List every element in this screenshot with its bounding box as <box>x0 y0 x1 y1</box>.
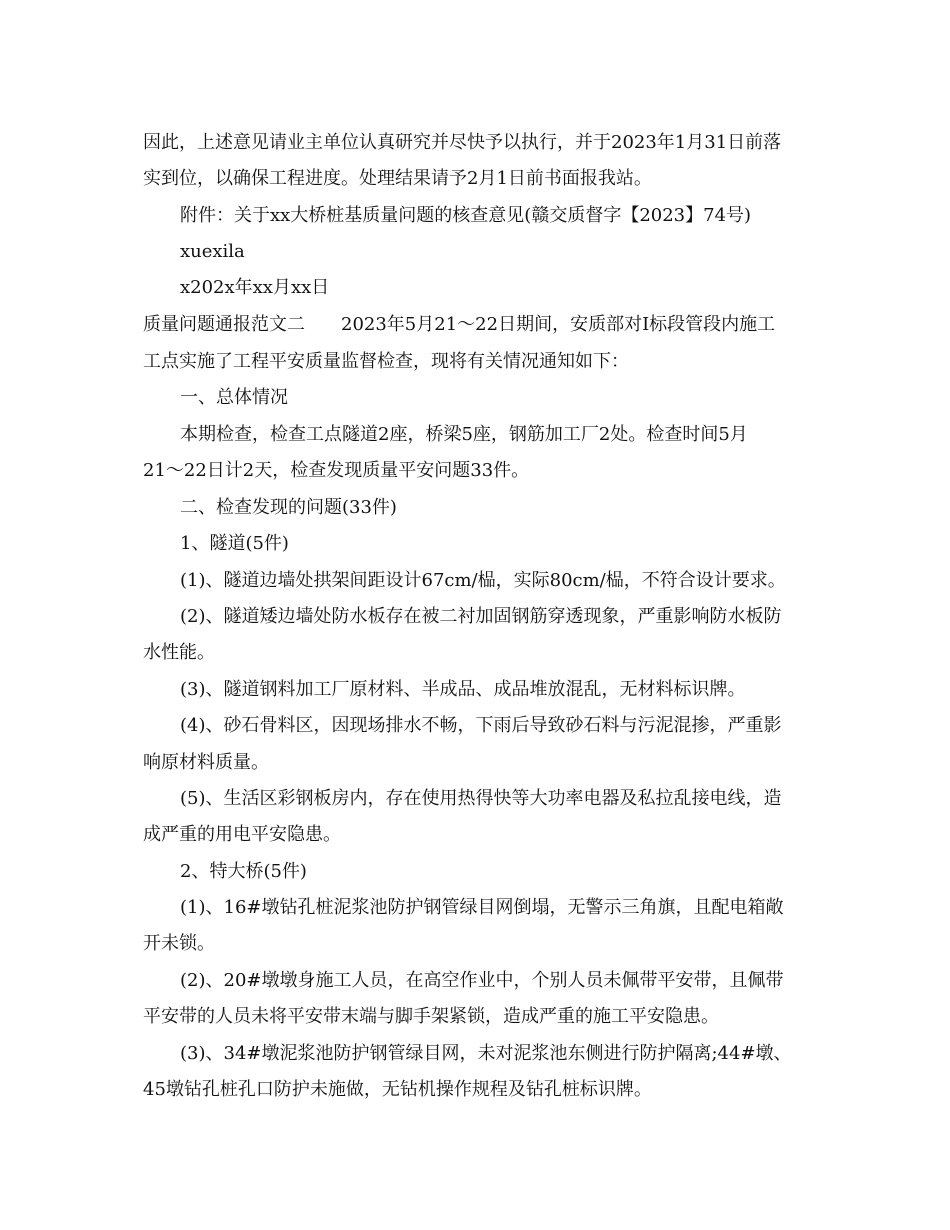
text-line: 本期检查，检查工点隧道2座，桥梁5座，钢筋加工厂2处。检查时间5月 <box>180 424 748 445</box>
list-item: (1)、16#墩钻孔桩泥浆池防护钢管绿目网倒塌，无警示三角旗，且配电箱敞 <box>180 897 784 918</box>
text-line: 工点实施了工程平安质量监督检查，现将有关情况通知如下： <box>143 351 629 372</box>
list-item: (5)、生活区彩钢板房内，存在使用热得快等大功率电器及私拉乱接电线，造 <box>180 788 782 809</box>
subheading-bridge: 2、特大桥(5件) <box>180 861 307 882</box>
subheading-tunnel: 1、隧道(5件) <box>180 533 289 554</box>
list-item: (2)、20#墩墩身施工人员，在高空作业中，个别人员未佩带平安带，且佩带 <box>180 970 784 991</box>
list-item-continuation: 45墩钻孔桩孔口防护未施做，无钻机操作规程及钻孔桩标识牌。 <box>143 1079 652 1100</box>
heading-overview: 一、总体情况 <box>180 387 288 408</box>
list-item: (3)、隧道钢料加工厂原材料、半成品、成品堆放混乱，无材料标识牌。 <box>180 679 746 700</box>
list-item: (3)、34#墩泥浆池防护钢管绿目网，未对泥浆池东侧进行防护隔离;44#墩、 <box>180 1043 792 1064</box>
list-item: (2)、隧道矮边墙处防水板存在被二衬加固钢筋穿透现象，严重影响防水板防 <box>180 606 782 627</box>
text-line: 因此，上述意见请业主单位认真研究并尽快予以执行，并于2023年1月31日前落 <box>143 132 782 153</box>
signature-date: x202x年xx月xx日 <box>180 277 330 298</box>
list-item-continuation: 平安带的人员未将平安带末端与脚手架紧锁，造成严重的施工平安隐患。 <box>143 1006 719 1027</box>
signature-name: xuexila <box>180 241 245 262</box>
attachment-line: 附件：关于xx大桥桩基质量问题的核查意见(赣交质督字【2023】74号) <box>180 205 752 226</box>
list-item-continuation: 开未锁。 <box>143 933 215 954</box>
text-line: 实到位，以确保工程进度。处理结果请予2月1日前书面报我站。 <box>143 168 652 189</box>
list-item-continuation: 水性能。 <box>143 642 215 663</box>
heading-issues: 二、检查发现的问题(33件) <box>180 497 397 518</box>
list-item-continuation: 成严重的用电平安隐患。 <box>143 824 341 845</box>
section-title-line: 质量问题通报范文二 2023年5月21～22日期间，安质部对Ⅰ标段管段内施工 <box>143 314 776 335</box>
list-item: (4)、砂石骨料区，因现场排水不畅，下雨后导致砂石料与污泥混掺，严重影 <box>180 715 782 736</box>
list-item-continuation: 响原材料质量。 <box>143 752 269 773</box>
list-item: (1)、隧道边墙处拱架间距设计67cm/榀，实际80cm/榀，不符合设计要求。 <box>180 570 786 591</box>
text-line: 21～22日计2天，检查发现质量平安问题33件。 <box>143 460 530 481</box>
